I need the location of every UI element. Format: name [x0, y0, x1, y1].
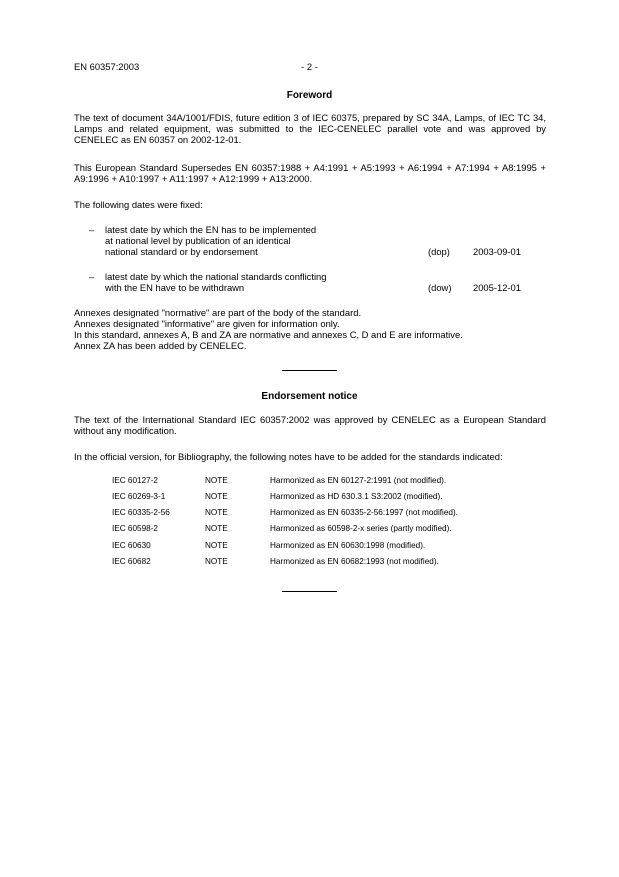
note-text-cell: Harmonized as EN 60682:1993 (not modified).	[270, 557, 439, 566]
note-text-cell: Harmonized as HD 630.3.1 S3:2002 (modified).	[270, 492, 443, 501]
list-bullet: –	[89, 271, 95, 282]
standard-cell: IEC 60630	[112, 541, 151, 550]
page-number: - 2 -	[301, 61, 318, 72]
note-text-cell: Harmonized as EN 60335-2-56:1997 (not modified).	[270, 508, 458, 517]
note-label-cell: NOTE	[205, 476, 228, 485]
endorsement-paragraph-1: The text of the International Standard IEC 60357:2002 was approved by CENELEC as a European Standard without any modification.	[74, 414, 546, 436]
date-value: 2003-09-01	[473, 246, 521, 257]
note-label-cell: NOTE	[205, 508, 228, 517]
annex-line: Annexes designated "informative" are given for information only.	[74, 318, 340, 329]
note-label-cell: NOTE	[205, 524, 228, 533]
date-code: (dow)	[428, 282, 452, 293]
foreword-paragraph-2: This European Standard Supersedes EN 60357:1988 + A4:1991 + A5:1993 + A6:1994 + A7:1994 + A8:1995 + A9:1996 + A10:1997 + A11:1997 + A12:1999 + A13:2000.	[74, 162, 546, 184]
note-label-cell: NOTE	[205, 492, 228, 501]
standard-cell: IEC 60269-3-1	[112, 492, 166, 501]
date-code: (dop)	[428, 246, 450, 257]
endorsement-paragraph-2: In the official version, for Bibliography, the following notes have to be added for the standards indicated:	[74, 451, 503, 462]
note-label-cell: NOTE	[205, 541, 228, 550]
note-text-cell: Harmonized as 60598-2-x series (partly modified).	[270, 524, 452, 533]
section-divider	[282, 370, 337, 371]
endorsement-title: Endorsement notice	[261, 391, 358, 402]
standard-cell: IEC 60335-2-56	[112, 508, 170, 517]
date-item-line: with the EN have to be withdrawn	[105, 282, 245, 293]
standard-cell: IEC 60598-2	[112, 524, 158, 533]
foreword-paragraph-1: The text of document 34A/1001/FDIS, future edition 3 of IEC 60375, prepared by SC 34A, Lamps, of IEC TC 34, Lamps and related equipment, was submitted to the IEC-CENELEC parallel vote and was approved by CENELEC as EN 60357 on 2002-12-01.	[74, 112, 546, 145]
foreword-title: Foreword	[286, 90, 333, 101]
date-item-line: latest date by which the national standards conflicting	[105, 271, 327, 282]
document-id: EN 60357:2003	[74, 61, 140, 72]
date-item-line: latest date by which the EN has to be implemented	[105, 224, 317, 235]
date-item-line: at national level by publication of an identical	[105, 235, 291, 246]
annex-line: In this standard, annexes A, B and ZA are normative and annexes C, D and E are informative.	[74, 329, 463, 340]
note-label-cell: NOTE	[205, 557, 228, 566]
annex-line: Annexes designated "normative" are part of the body of the standard.	[74, 307, 362, 318]
standard-cell: IEC 60682	[112, 557, 151, 566]
standard-cell: IEC 60127-2	[112, 476, 158, 485]
date-item-line: national standard or by endorsement	[105, 246, 258, 257]
dates-intro: The following dates were fixed:	[74, 199, 203, 210]
list-bullet: –	[89, 224, 95, 235]
date-value: 2005-12-01	[473, 282, 521, 293]
section-divider	[282, 591, 337, 592]
note-text-cell: Harmonized as EN 60127-2:1991 (not modified).	[270, 476, 447, 485]
annex-line: Annex ZA has been added by CENELEC.	[74, 340, 247, 351]
note-text-cell: Harmonized as EN 60630:1998 (modified).	[270, 541, 426, 550]
